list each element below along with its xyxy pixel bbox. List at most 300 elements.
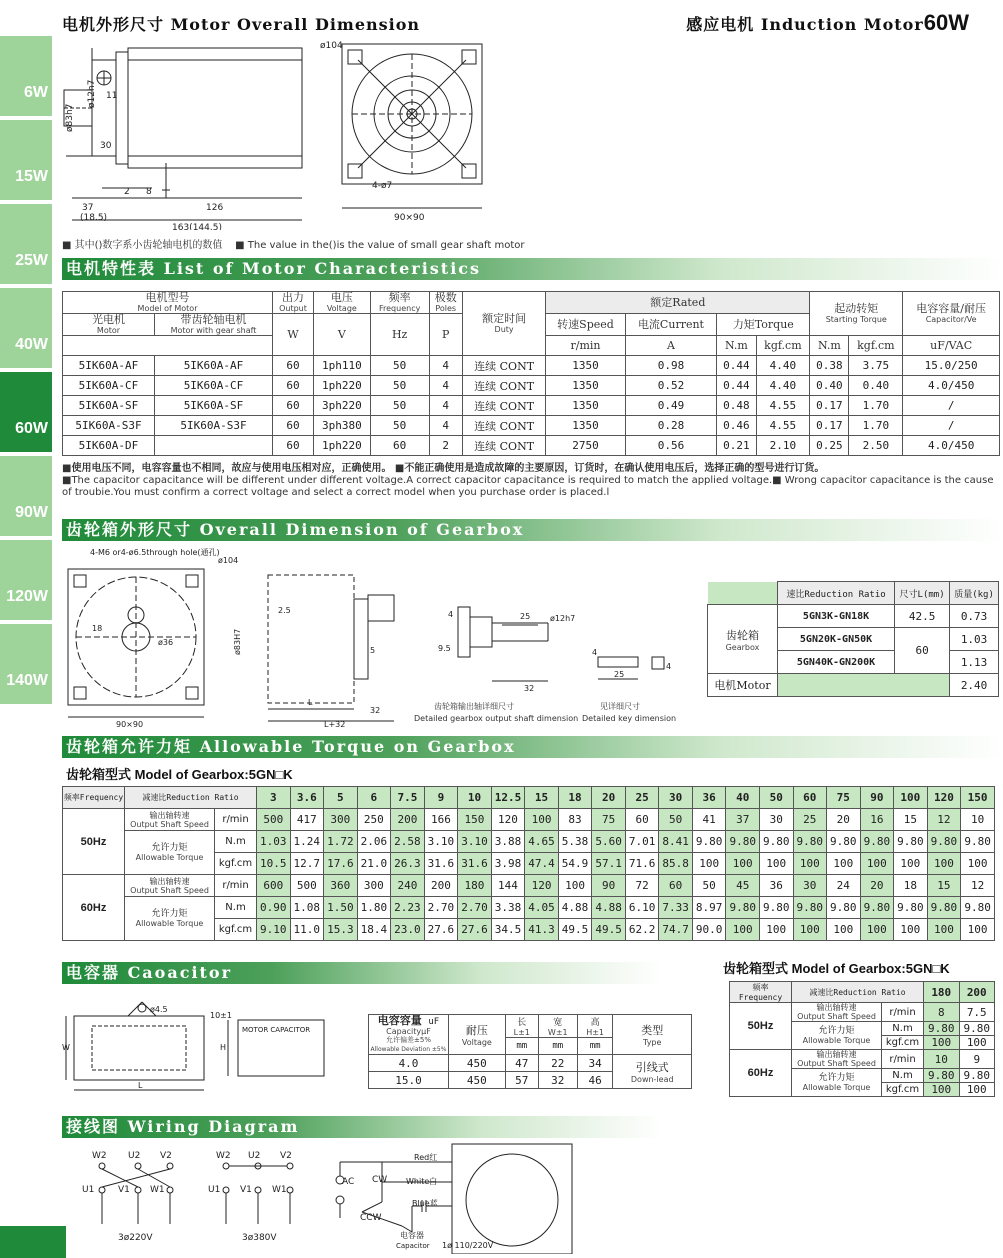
torque-value: 50 [659, 809, 693, 831]
torque-value: 10.5 [257, 853, 291, 875]
unit-cell: r/min [215, 875, 257, 897]
u-start-kgf: kgf.cm [849, 336, 903, 356]
cap-r2-width: 32 [538, 1072, 577, 1089]
torque-value: 360 [324, 875, 358, 897]
w380-caption: 3ø380V [242, 1233, 277, 1243]
size-row-1: 42.5 [895, 605, 950, 628]
torque-value: 100 [827, 853, 861, 875]
torque-value: 250 [357, 809, 391, 831]
torque-value: 6.10 [625, 897, 659, 919]
w220-v2: V2 [160, 1151, 172, 1161]
torque-value: 8 [924, 1003, 960, 1022]
char-cell: 4 [429, 416, 462, 436]
torque-value: 9.80 [961, 897, 995, 919]
dim-4-holes: 4-ø7 [372, 181, 393, 191]
torque-value: 9.80 [692, 831, 726, 853]
unit-cell: kgf.cm [215, 853, 257, 875]
u-a: A [625, 336, 717, 356]
cap-r2-height: 46 [577, 1072, 613, 1089]
char-cell: 50 [370, 356, 429, 376]
torque-value: 12.7 [290, 853, 324, 875]
torque-value: 54.9 [558, 853, 592, 875]
product-title-text: 感应电机 Induction Motor [686, 15, 924, 34]
torque-value: 60 [625, 809, 659, 831]
capacitor-note-en: ■The capacitor capacitance will be different under different voltage.A correct capacitor capacitance is required to match the applied voltage.■ Wrong capacitor capacitance is the cause of troubie.You must confirm a correct voltage and select a correct model when you purchase order is placed.l [62, 475, 994, 498]
char-cell: 0.40 [810, 376, 849, 396]
cap-r1-width: 22 [538, 1055, 577, 1072]
torque-value: 500 [290, 875, 324, 897]
torque-value: 2.23 [391, 897, 425, 919]
torque-value: 9.80 [793, 897, 827, 919]
char-cell: 5IK60A-SF [63, 396, 155, 416]
char-cell: 0.40 [849, 376, 903, 396]
h-speed: 转速Speed [546, 314, 625, 336]
u-p: P [429, 314, 462, 356]
h-mass: 质量(kg) [950, 582, 999, 605]
mass-row-1: 0.73 [950, 605, 999, 628]
torque-value: 100 [924, 1083, 960, 1097]
section-gearbox-dim: 齿轮箱外形尺寸 Overall Dimension of Gearbox [62, 519, 1003, 541]
ratio-cell: 90 [860, 787, 894, 809]
torque-value: 3.98 [491, 853, 525, 875]
torque-value: 4.05 [525, 897, 559, 919]
torque-value: 500 [257, 809, 291, 831]
torque-value: 9.80 [959, 1022, 995, 1036]
torque-value: 4.88 [592, 897, 626, 919]
ratio-cell: 7.5 [391, 787, 425, 809]
ratio-cell: 200 [959, 982, 995, 1003]
u-mm-w: mm [538, 1038, 577, 1055]
ratio-row-3: 5GN40K-GN200K [778, 651, 895, 674]
unit-cell: kgf.cm [882, 1036, 924, 1050]
torque-value: 3.10 [458, 831, 492, 853]
h-length: 长 L±1 [505, 1015, 538, 1038]
ratio-cell: 15 [525, 787, 559, 809]
h-duty: 额定时间 Duty [462, 292, 546, 356]
char-cell: 2.10 [756, 436, 810, 456]
torque-value: 600 [257, 875, 291, 897]
h-ratio: 减速比Reduction Ratio [792, 982, 924, 1003]
gb-label-2-5: 2.5 [278, 606, 291, 615]
char-cell: 0.49 [625, 396, 717, 416]
torque-value: 24 [827, 875, 861, 897]
gb-label-25b: 25 [614, 670, 625, 679]
torque-value: 100 [726, 853, 760, 875]
tab-120w[interactable]: 120W [0, 540, 52, 620]
h-cap-voltage: 耐压 Voltage [449, 1015, 506, 1055]
torque-value: 34.5 [491, 919, 525, 941]
page-title: 电机外形尺寸 Motor Overall Dimension [62, 15, 421, 34]
torque-value: 1.24 [290, 831, 324, 853]
cap-r1-length: 47 [505, 1055, 538, 1072]
h-width: 宽 W±1 [538, 1015, 577, 1038]
gb-label-9-5: 9.5 [438, 644, 451, 653]
u-rpm: r/min [546, 336, 625, 356]
torque-value: 23.0 [391, 919, 425, 941]
cap-r1-height: 34 [577, 1055, 613, 1072]
char-cell: 1350 [546, 396, 625, 416]
dim-126: 126 [206, 203, 224, 213]
ratio-cell: 36 [692, 787, 726, 809]
section-capacitor: 电容器 Caoacitor [62, 962, 662, 984]
w220-u2: U2 [128, 1151, 141, 1161]
cap-dim-l: L [138, 1081, 143, 1090]
torque-value: 1.72 [324, 831, 358, 853]
torque-value: 7.33 [659, 897, 693, 919]
torque-value: 2.70 [424, 897, 458, 919]
torque-value: 10 [924, 1050, 960, 1069]
capacitor-drawing [62, 998, 362, 1098]
char-cell: 0.25 [810, 436, 849, 456]
wiring-cap-en: Capacitor [396, 1242, 430, 1250]
motor-note-cn: ■ 其中()数字系小齿轮轴电机的数值 [62, 240, 223, 251]
torque-value: 57.1 [592, 853, 626, 875]
torque-value: 9.80 [759, 831, 793, 853]
torque-value: 21.0 [357, 853, 391, 875]
label-speed: 输出轴转速 Output Shaft Speed [125, 875, 215, 897]
char-cell: 5IK60A-DF [63, 436, 155, 456]
torque-value: 100 [961, 919, 995, 941]
gb-label-4b: 4 [592, 648, 598, 657]
h-current: 电流Current [625, 314, 717, 336]
ratio-cell: 120 [927, 787, 961, 809]
tab-15w[interactable]: 15W [0, 120, 52, 200]
torque-value: 25 [793, 809, 827, 831]
torque-value: 12 [961, 875, 995, 897]
char-cell: 4 [429, 356, 462, 376]
torque-value: 49.5 [558, 919, 592, 941]
motor-dimension-drawing [62, 38, 502, 230]
torque-value: 1.50 [324, 897, 358, 919]
torque-row [730, 1050, 995, 1069]
torque-value: 8.41 [659, 831, 693, 853]
torque-value: 26.3 [391, 853, 425, 875]
unit-cell: r/min [882, 1050, 924, 1069]
dim-30: 30 [100, 141, 112, 151]
torque-value: 85.8 [659, 853, 693, 875]
ratio-cell: 20 [592, 787, 626, 809]
tab-40w[interactable]: 40W [0, 288, 52, 368]
wiring-cw: CW [372, 1175, 388, 1185]
torque-value: 20 [860, 875, 894, 897]
gb-label-83: ø83H7 [233, 628, 242, 655]
torque-value: 9.80 [759, 897, 793, 919]
torque-value: 9.80 [827, 831, 861, 853]
ratio-row-1: 5GN3K-GN18K [778, 605, 895, 628]
wiring-ccw: CCW [360, 1213, 382, 1223]
product-title [686, 10, 969, 36]
label-speed: 输出轴转速 Output Shaft Speed [125, 809, 215, 831]
torque-value: 30 [793, 875, 827, 897]
h-frequency: 频率Frequency [63, 787, 125, 809]
ratio-row-2: 5GN20K-GN50K [778, 628, 895, 651]
torque-value: 9.80 [793, 831, 827, 853]
wiring-blue: Blue蓝 [412, 1199, 438, 1208]
ratio-cell: 9 [424, 787, 458, 809]
u-start-nm: N.m [810, 336, 849, 356]
label-torque: 允许力矩 Allowable Torque [125, 897, 215, 941]
torque-value: 30 [759, 809, 793, 831]
gb-label-25: 25 [520, 612, 531, 621]
w380-u1: U1 [208, 1185, 221, 1195]
label-torque: 允许力矩 Allowable Torque [125, 831, 215, 875]
torque-value: 9.80 [894, 897, 928, 919]
char-cell: 60 [273, 436, 314, 456]
char-cell: 5IK60A-CF [63, 376, 155, 396]
torque-value: 100 [961, 853, 995, 875]
torque-row [63, 875, 995, 897]
torque-value: 9.80 [726, 831, 760, 853]
torque-value: 100 [959, 1036, 995, 1050]
h-model: 电机型号 Model of Motor [63, 292, 273, 314]
gb-label-l32: L+32 [324, 720, 346, 729]
w220-caption: 3ø220V [118, 1233, 153, 1243]
freq-50: 50Hz [730, 1003, 792, 1050]
char-cell: 4.55 [756, 416, 810, 436]
char-cell: 4.0/450 [903, 436, 1000, 456]
tab-90w[interactable]: 90W [0, 456, 52, 536]
h-reduction-ratio: 速比Reduction Ratio [778, 582, 895, 605]
h-height: 高 H±1 [577, 1015, 613, 1038]
gb-label-36: ø36 [158, 638, 174, 647]
torque-value: 9.10 [257, 919, 291, 941]
tab-6w[interactable]: 6W [0, 36, 52, 116]
w220-w1: W1 [150, 1185, 165, 1195]
torque-value: 9.80 [894, 831, 928, 853]
char-cell: 1350 [546, 376, 625, 396]
torque-value: 120 [525, 875, 559, 897]
sidebar-footer-block [0, 1226, 66, 1258]
torque-value: 9.80 [827, 897, 861, 919]
char-cell: 3.75 [849, 356, 903, 376]
torque-value: 9.80 [961, 831, 995, 853]
char-cell: 1ph220 [313, 436, 370, 456]
torque-value: 7.01 [625, 831, 659, 853]
dim-diameter-104: ø104 [320, 41, 343, 51]
torque-value: 100 [793, 853, 827, 875]
char-cell: 5IK60A-S3F [154, 416, 272, 436]
char-cell: 3ph380 [313, 416, 370, 436]
torque-value: 120 [491, 809, 525, 831]
torque-value: 240 [391, 875, 425, 897]
unit-cell: N.m [215, 897, 257, 919]
wiring-white: White白 [406, 1177, 438, 1186]
cap-label: MOTOR CAPACITOR [242, 1026, 311, 1034]
char-cell: 连续 CONT [462, 396, 546, 416]
u-v: V [313, 314, 370, 356]
key-caption-cn: 见详细尺寸 [600, 702, 640, 711]
u-cap: uF/VAC [903, 336, 1000, 356]
torque-value: 9.80 [959, 1069, 995, 1083]
torque-value: 166 [424, 809, 458, 831]
section-wiring: 接线图 Wiring Diagram [62, 1116, 662, 1138]
torque-value: 47.4 [525, 853, 559, 875]
tab-60w[interactable]: 60W [0, 372, 52, 452]
torque-value: 9.80 [924, 1022, 960, 1036]
torque-value: 2.70 [458, 897, 492, 919]
torque-value: 180 [458, 875, 492, 897]
ratio-cell: 150 [961, 787, 995, 809]
torque-value: 100 [924, 1036, 960, 1050]
w380-w2: W2 [216, 1151, 231, 1161]
torque-value: 3.88 [491, 831, 525, 853]
gb-label-18: 18 [92, 624, 103, 633]
unit-cell: r/min [882, 1003, 924, 1022]
torque-value: 300 [357, 875, 391, 897]
characteristics-row [63, 436, 1000, 456]
w380-v1: V1 [240, 1185, 252, 1195]
torque-value: 100 [894, 853, 928, 875]
char-cell: 5IK60A-AF [154, 356, 272, 376]
torque-row [63, 809, 995, 831]
torque-value: 300 [324, 809, 358, 831]
torque-value: 100 [726, 919, 760, 941]
char-cell: 60 [273, 376, 314, 396]
w380-v2: V2 [280, 1151, 292, 1161]
section-torque: 齿轮箱允许力矩 Allowable Torque on Gearbox [62, 736, 1003, 758]
torque-value: 5.60 [592, 831, 626, 853]
w220-u1: U1 [82, 1185, 95, 1195]
torque-value: 9.80 [860, 831, 894, 853]
torque-value: 18 [894, 875, 928, 897]
torque-value: 417 [290, 809, 324, 831]
char-cell: 0.38 [810, 356, 849, 376]
torque-row [730, 1003, 995, 1022]
torque-value: 100 [793, 919, 827, 941]
char-cell: 50 [370, 376, 429, 396]
torque-value: 41 [692, 809, 726, 831]
torque-value: 1.08 [290, 897, 324, 919]
h-plain-motor: 光电机 Motor [63, 314, 155, 336]
char-cell: 2 [429, 436, 462, 456]
torque-value: 100 [558, 875, 592, 897]
dim-diameter-12: ø12h7 [87, 79, 97, 108]
gb-label-l: L [308, 698, 313, 707]
ratio-cell: 180 [924, 982, 960, 1003]
ratio-cell: 30 [659, 787, 693, 809]
w220-v1: V1 [118, 1185, 130, 1195]
u-hz: Hz [370, 314, 429, 356]
dim-37: 37 [82, 203, 94, 213]
unit-cell: r/min [215, 809, 257, 831]
gb-label-5: 5 [370, 646, 376, 655]
char-cell: 0.56 [625, 436, 717, 456]
gearbox-ratio-table [707, 581, 999, 697]
motor-label: 电机Motor [708, 674, 778, 697]
w380-w1: W1 [272, 1185, 287, 1195]
h-voltage: 电压 Voltage [313, 292, 370, 314]
tab-25w[interactable]: 25W [0, 204, 52, 284]
torque-header-row [730, 982, 995, 1003]
torque-value: 20 [827, 809, 861, 831]
torque-value: 2.58 [391, 831, 425, 853]
char-cell: 60 [370, 436, 429, 456]
allowable-torque-table-extended [729, 981, 995, 1097]
ratio-cell: 12.5 [491, 787, 525, 809]
torque-value: 0.90 [257, 897, 291, 919]
ratio-cell: 6 [357, 787, 391, 809]
char-cell: 连续 CONT [462, 376, 546, 396]
h-capacitor: 电容容量/耐压 Capacitor/Ve [903, 292, 1000, 336]
char-cell: 0.52 [625, 376, 717, 396]
torque-value: 200 [424, 875, 458, 897]
torque-value: 9 [959, 1050, 995, 1069]
unit-cell: kgf.cm [215, 919, 257, 941]
dim-163: 163(144.5) [172, 223, 222, 230]
torque-row [63, 831, 995, 853]
torque2-model-label: 齿轮箱型式 Model of Gearbox:5GN□K [723, 961, 950, 976]
u-mm-l: mm [505, 1038, 538, 1055]
motor-note [62, 236, 525, 251]
gb-label-4c: 4 [666, 662, 672, 671]
h-frequency: 频率Frequency [730, 982, 792, 1003]
ratio-cell: 10 [458, 787, 492, 809]
torque-value: 12 [927, 809, 961, 831]
characteristics-row [63, 396, 1000, 416]
motor-note-en: ■ The value in the()is the value of small gear shaft motor [235, 240, 525, 251]
capacitor-note-cn: ■使用电压不同，电容容量也不相同，故应与使用电压相对应，正确使用。 ■不能正确使用是造成故障的主要原因，订货时，在确认使用电压后，选择正确的型号进行订货。 [62, 463, 825, 474]
char-cell: 60 [273, 356, 314, 376]
char-cell: 1.70 [849, 416, 903, 436]
char-cell: 连续 CONT [462, 356, 546, 376]
dim-2: 2 [124, 187, 130, 197]
wiring-phase: 1ø 110/220V [442, 1241, 494, 1250]
tab-140w[interactable]: 140W [0, 624, 52, 704]
dim-8: 8 [146, 187, 152, 197]
cap-r2-length: 57 [505, 1072, 538, 1089]
torque-value: 7.5 [959, 1003, 995, 1022]
char-cell: 5IK60A-SF [154, 396, 272, 416]
mass-row-2: 1.03 [950, 628, 999, 651]
u-nm: N.m [717, 336, 756, 356]
gb-label-104: ø104 [218, 556, 239, 565]
torque-value: 17.6 [324, 853, 358, 875]
torque-value: 27.6 [458, 919, 492, 941]
torque-row [63, 897, 995, 919]
char-cell: 0.48 [717, 396, 756, 416]
dim-11: 11 [106, 91, 118, 101]
torque-value: 11.0 [290, 919, 324, 941]
char-cell: 0.21 [717, 436, 756, 456]
h-gear-motor: 带齿轮轴电机 Motor with gear shaft [154, 314, 272, 336]
cap-r2-voltage: 450 [449, 1072, 506, 1089]
torque-value: 3.10 [424, 831, 458, 853]
freq-50: 50Hz [63, 809, 125, 875]
ratio-cell: 50 [759, 787, 793, 809]
char-cell: 0.46 [717, 416, 756, 436]
char-cell: 1350 [546, 356, 625, 376]
char-cell: 0.17 [810, 396, 849, 416]
torque-value: 75 [592, 809, 626, 831]
gearbox-label: 齿轮箱 Gearbox [708, 605, 778, 674]
h-torque: 力矩Torque [717, 314, 810, 336]
torque-value: 9.80 [927, 897, 961, 919]
mass-row-3: 1.13 [950, 651, 999, 674]
char-cell: 2750 [546, 436, 625, 456]
char-cell [154, 436, 272, 456]
h-size: 尺寸L(mm) [895, 582, 950, 605]
char-cell: / [903, 396, 1000, 416]
cap-dim-w: W [62, 1043, 70, 1052]
torque-value: 8.97 [692, 897, 726, 919]
torque-value: 15.3 [324, 919, 358, 941]
motor-characteristics-table [62, 291, 1000, 456]
torque-value: 100 [927, 853, 961, 875]
torque-value: 100 [927, 919, 961, 941]
power-rating: 60W [923, 10, 969, 35]
char-cell: 3ph220 [313, 396, 370, 416]
torque-value: 16 [860, 809, 894, 831]
